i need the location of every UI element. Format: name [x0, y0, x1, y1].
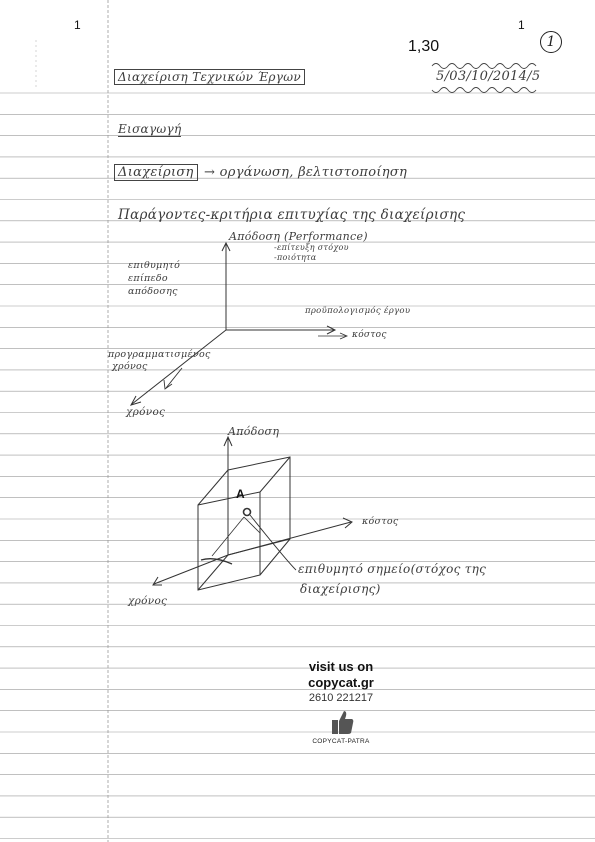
- diagram2-target-label-1: επιθυμητό σημείο(στόχος της: [298, 562, 487, 576]
- circled-page-number: 1: [540, 31, 562, 53]
- ad-line-2: copycat.gr: [308, 675, 374, 690]
- diagram1-x-label: κόστος: [352, 330, 387, 340]
- diagram1-y-sub-2: -ποιότητα: [274, 253, 317, 262]
- diagram1-y-label: Απόδοση (Performance): [229, 230, 368, 243]
- target-point: [244, 509, 251, 516]
- diagram1-left-label-3: απόδοσης: [128, 286, 178, 297]
- ad-phone: 2610 221217: [308, 692, 374, 704]
- factors-heading: Παράγοντες-κριτήρια επιτυχίας της διαχείρισης: [118, 207, 466, 223]
- diagram1-left-label-1: επιθυμητό: [128, 260, 181, 271]
- diagram2-point-label: A: [236, 487, 245, 501]
- diagram2-target-label-2: διαχείρισης): [300, 582, 381, 596]
- page-number-right: 1: [518, 18, 525, 32]
- diagram2-x-label: κόστος: [362, 516, 399, 527]
- ad-brand: COPYCAT-PATRA: [312, 738, 370, 745]
- cube-front-face: [198, 492, 260, 590]
- diagram1-schedule-label-1: προγραμματισμένος: [108, 349, 211, 360]
- cube-back-face: [228, 457, 290, 555]
- diagram1-budget-label: προϋπολογισμός έργου: [305, 306, 411, 316]
- diagram1-y-sub-1: -επίτευξη στόχου: [274, 243, 349, 252]
- definition-keyword: Διαχείριση: [114, 164, 198, 181]
- copycat-stamp: [296, 659, 386, 746]
- note-date: 5/03/10/2014/5: [436, 69, 541, 84]
- note-title: Διαχείριση Τεχνικών Έργων: [114, 69, 305, 85]
- diagram2-z-label: χρόνος: [128, 595, 168, 607]
- diagram1-schedule-label-2: χρόνος: [112, 361, 148, 372]
- ad-line-1: visit us on: [308, 659, 374, 674]
- page-number-left: 1: [74, 18, 81, 32]
- definition-text: → οργάνωση, βελτιστοποίηση: [204, 165, 408, 180]
- intro-heading: Εισαγωγή: [118, 122, 182, 136]
- diagram2-y-label: Απόδοση: [228, 425, 280, 438]
- thumbs-up-icon: [326, 707, 356, 737]
- diagram1-left-label-2: επίπεδο: [128, 273, 168, 284]
- diagram1-z-label: χρόνος: [126, 406, 166, 418]
- rate-label: 1,30: [408, 38, 440, 55]
